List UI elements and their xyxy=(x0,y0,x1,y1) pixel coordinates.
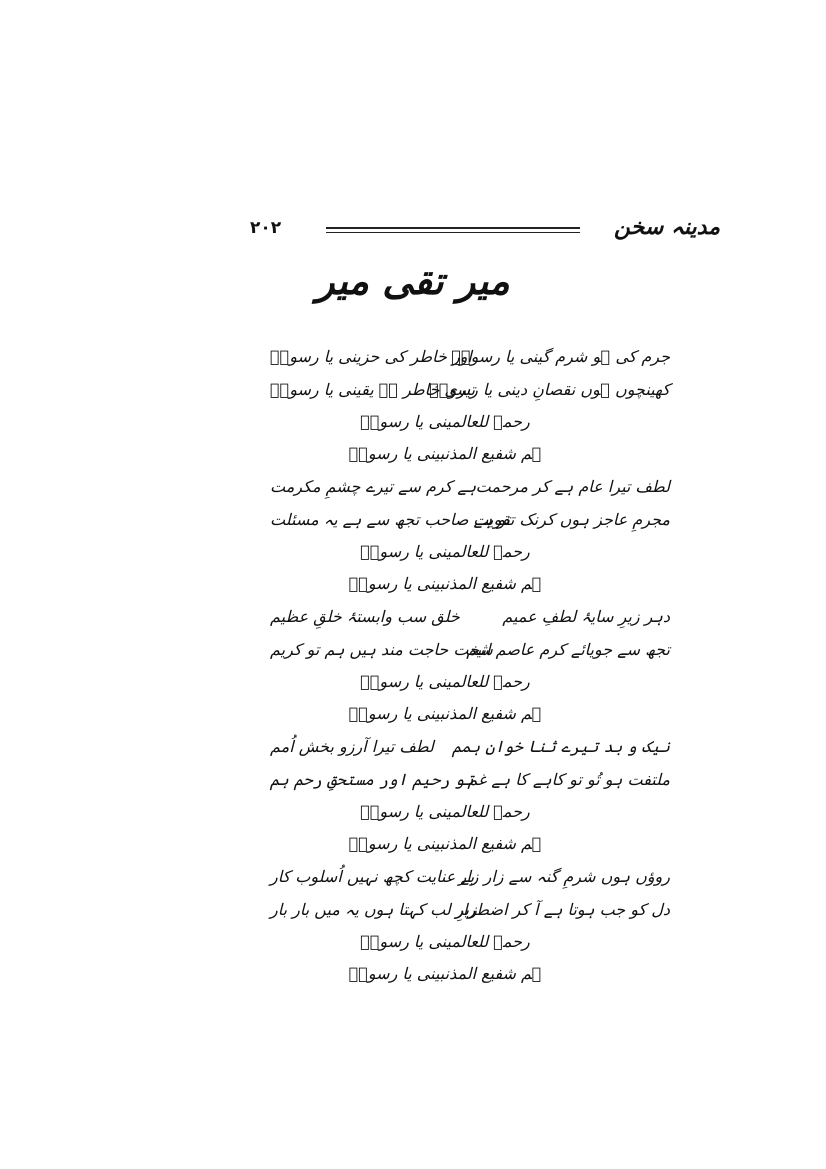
misra-first: لطف تیرا عام ہے کر مرحمت xyxy=(475,477,670,496)
refrain-line: ہم شفیع المذنبینی یا رسولؐ xyxy=(348,704,542,723)
refrain-line: رحمۃ للعالمینی یا رسولؐ xyxy=(360,672,530,691)
refrain-line: ہم شفیع المذنبینی یا رسولؐ xyxy=(348,574,542,593)
misra-second: تو ہے صاحب تجھ سے ہے یہ مسئلت xyxy=(270,510,511,529)
couplet xyxy=(240,470,670,503)
misra-first: مجرمِ عاجز ہوں کرنک تقویت xyxy=(473,510,670,529)
misra-second: بے عنایت کچھ نہیں اُسلوب کار xyxy=(270,867,475,886)
refrain-line: رحمۃ للعالمینی یا رسولؐ xyxy=(360,542,530,561)
couplet xyxy=(240,633,670,666)
misra-first: تجھ سے جویائے کرم عاصم اثیم xyxy=(466,640,670,659)
misra-second: زیرِ لب کہتا ہوں یہ میں بار بار xyxy=(270,900,477,919)
couplet xyxy=(240,730,670,763)
stanza xyxy=(240,730,670,860)
misra-second: ہے کرم سے تیرے چشمِ مکرمت xyxy=(270,477,477,496)
misra-first: کھینچوں ہوں نقصانِ دینی یا رسولؐ xyxy=(429,380,670,399)
header-rule-thin xyxy=(326,232,580,233)
misra-second: سخت حاجت مند ہیں ہم تو کریم xyxy=(270,640,493,659)
refrain-line: ہم شفیع المذنبینی یا رسولؐ xyxy=(348,834,542,853)
header-rule xyxy=(326,227,580,229)
misra-first: دہر زیرِ سایۂ لطفِ عمیم xyxy=(502,607,670,626)
misra-first: روؤں ہوں شرمِ گنہ سے زار زار xyxy=(458,867,670,886)
page-header xyxy=(250,212,750,252)
poet-name: میر تقی میر xyxy=(316,258,510,303)
refrain-line: ہم شفیع المذنبینی یا رسولؐ xyxy=(348,444,542,463)
misra-second: لطف تیرا آرزو بخش اُمم xyxy=(270,737,434,756)
refrain-line: رحمۃ للعالمینی یا رسولؐ xyxy=(360,802,530,821)
couplet xyxy=(240,763,670,796)
couplet xyxy=(240,373,670,406)
refrain-line: رحمۃ للعالمینی یا رسولؐ xyxy=(360,412,530,431)
poem xyxy=(240,340,670,990)
stanza xyxy=(240,860,670,990)
stanza xyxy=(240,340,670,470)
misra-first: ملتفت ہو تُو تو کاہے کا ہے غم xyxy=(467,770,670,789)
misra-first: دل کو جب ہوتا ہے آ کر اضطرار xyxy=(455,900,670,919)
misra-second: خلق سب وابستۂ خلقِ عظیم xyxy=(270,607,460,626)
stanza xyxy=(240,600,670,730)
misra-first: نیک و بد تیرے ثنا خوان ہمم xyxy=(451,737,670,756)
page-number: ۲۰۲ xyxy=(250,218,282,238)
couplet xyxy=(240,860,670,893)
stanza xyxy=(240,470,670,600)
misra-first: جرم کی ہو شرم گینی یا رسولؐ xyxy=(451,347,670,366)
refrain-line: ہم شفیع المذنبینی یا رسولؐ xyxy=(348,964,542,983)
couplet xyxy=(240,503,670,536)
refrain-line: رحمۃ للعالمینی یا رسولؐ xyxy=(360,932,530,951)
book-title: مدینہ سخن xyxy=(613,214,720,240)
misra-second: تیری خاطر ہے یقینی یا رسولؐ xyxy=(270,380,476,399)
couplet xyxy=(240,893,670,926)
couplet xyxy=(240,340,670,373)
misra-second: اور خاطر کی حزینی یا رسولؐ xyxy=(270,347,472,366)
couplet xyxy=(240,600,670,633)
misra-second: تو رحیم اور مستحقِ رحم ہم xyxy=(270,770,474,789)
